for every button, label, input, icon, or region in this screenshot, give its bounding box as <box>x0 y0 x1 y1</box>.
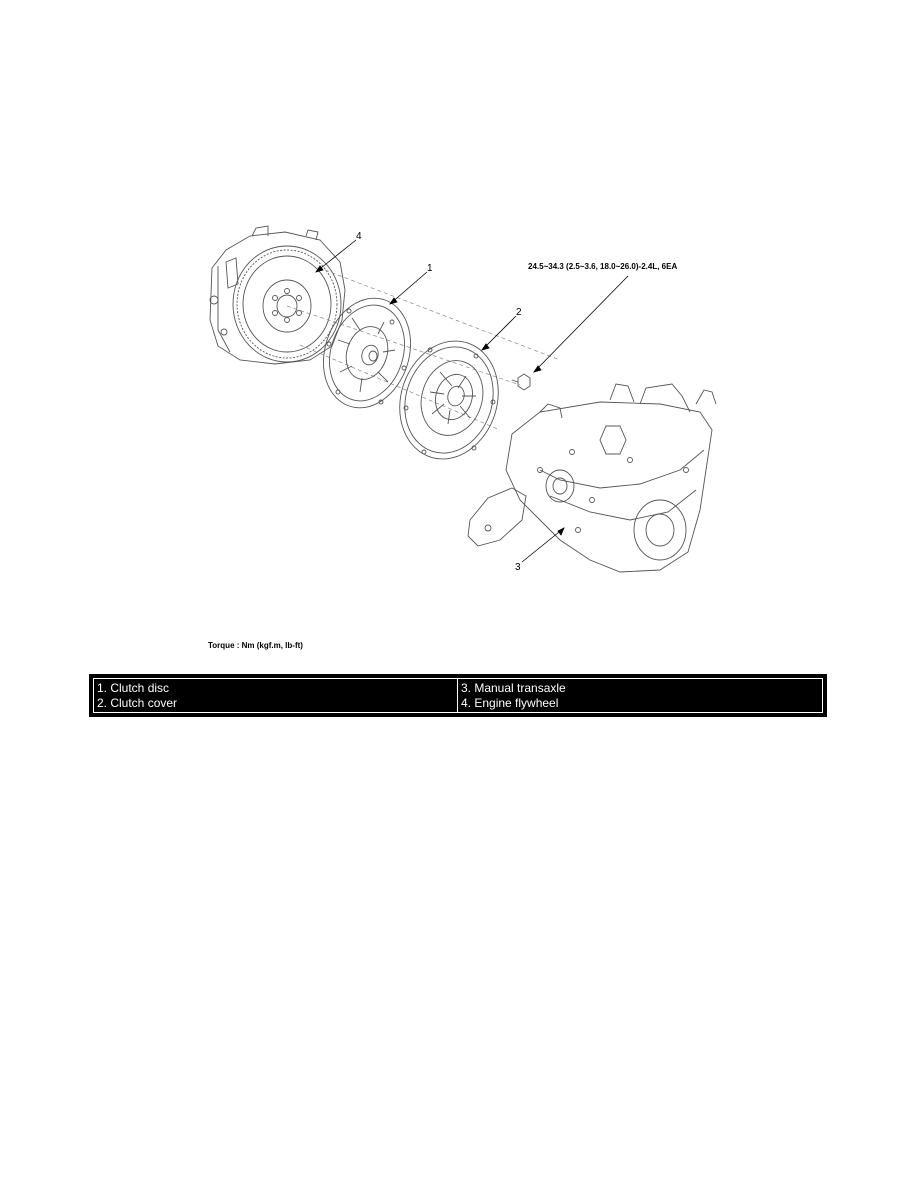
engine-flywheel-drawing <box>233 246 341 362</box>
bolt-torque-spec: 24.5~34.3 (2.5~3.6, 18.0~26.0)-2.4L, 6EA <box>528 262 678 271</box>
legend-item-clutch-cover: 2. Clutch cover <box>97 696 178 710</box>
legend-item-engine-flywheel: 4. Engine flywheel <box>461 696 559 710</box>
manual-transaxle-drawing <box>468 384 716 572</box>
legend-item-manual-transaxle: 3. Manual transaxle <box>461 681 566 695</box>
cover-bolt-drawing <box>512 374 530 390</box>
legend-item-clutch-disc: 1. Clutch disc <box>97 681 170 695</box>
torque-units-note: Torque : Nm (kgf.m, lb-ft) <box>208 641 303 650</box>
parts-legend-table <box>89 674 827 717</box>
legend-column-left <box>94 679 457 712</box>
callout-1-label: 1 <box>427 263 433 274</box>
callout-3-label: 3 <box>515 562 521 573</box>
parts-legend-grid <box>93 678 823 713</box>
clutch-disc-drawing <box>310 287 424 419</box>
callout-4-label: 4 <box>356 231 362 242</box>
legend-column-right <box>457 679 822 712</box>
callout-2-label: 2 <box>516 307 522 318</box>
